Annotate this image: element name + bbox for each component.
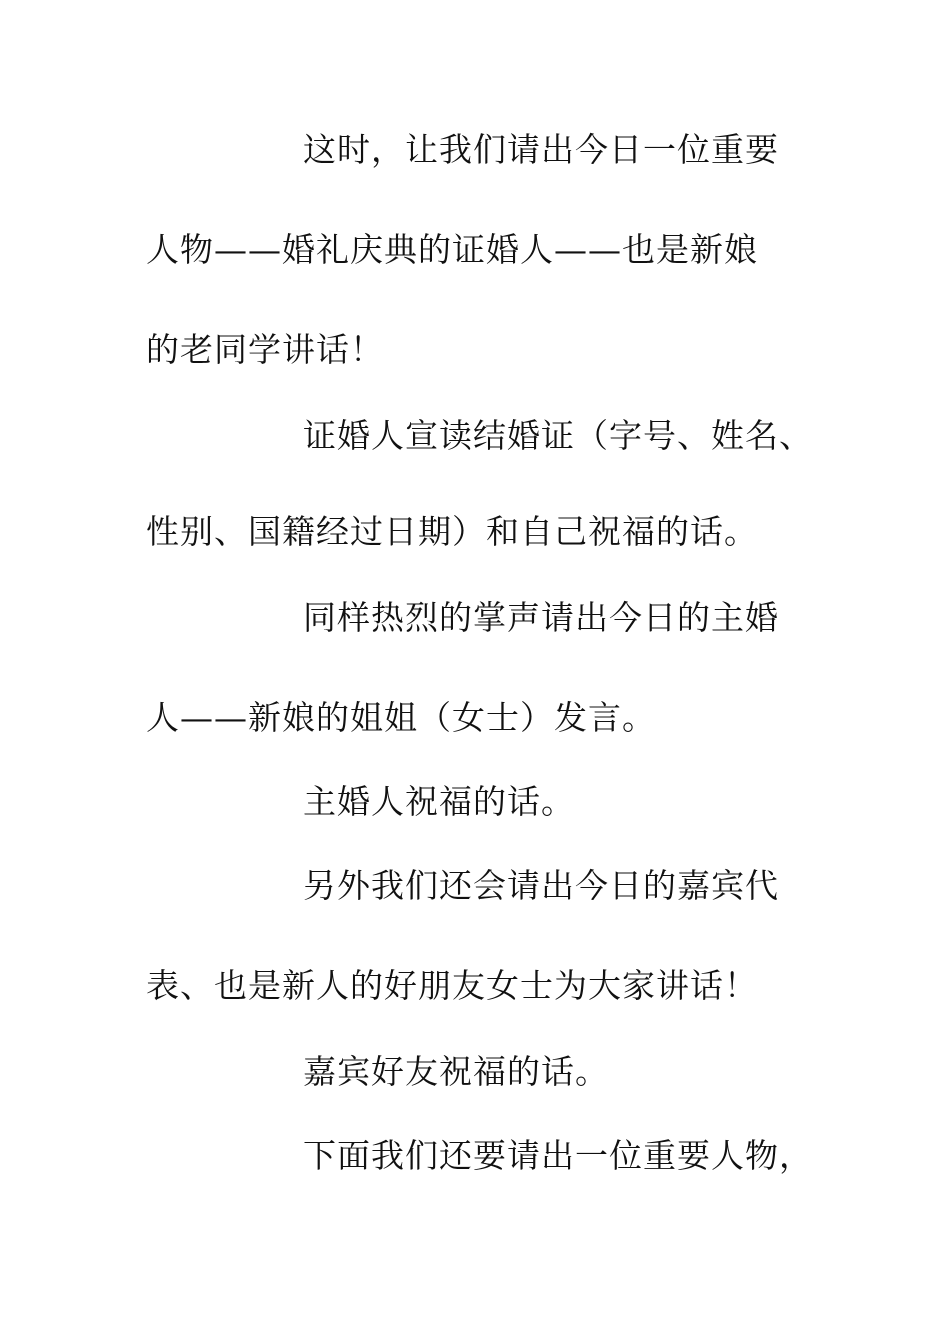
paragraph-line: 嘉宾好友祝福的话。 xyxy=(303,1052,609,1091)
paragraph-line: 的老同学讲话！ xyxy=(146,330,384,369)
paragraph-line: 下面我们还要请出一位重要人物， xyxy=(303,1136,813,1175)
paragraph-line: 主婚人祝福的话。 xyxy=(303,782,575,821)
paragraph-line: 证婚人宣读结婚证（字号、姓名、 xyxy=(303,416,813,455)
paragraph-line: 这时，让我们请出今日一位重要 xyxy=(303,130,779,169)
paragraph-line: 人——新娘的姐姐（女士）发言。 xyxy=(146,698,656,737)
paragraph-line: 人物——婚礼庆典的证婚人——也是新娘 xyxy=(146,230,758,269)
paragraph-line: 表、也是新人的好朋友女士为大家讲话！ xyxy=(146,966,758,1005)
paragraph-line: 同样热烈的掌声请出今日的主婚 xyxy=(303,598,779,637)
paragraph-line: 另外我们还会请出今日的嘉宾代 xyxy=(303,866,779,905)
paragraph-line: 性别、国籍经过日期）和自己祝福的话。 xyxy=(146,512,758,551)
